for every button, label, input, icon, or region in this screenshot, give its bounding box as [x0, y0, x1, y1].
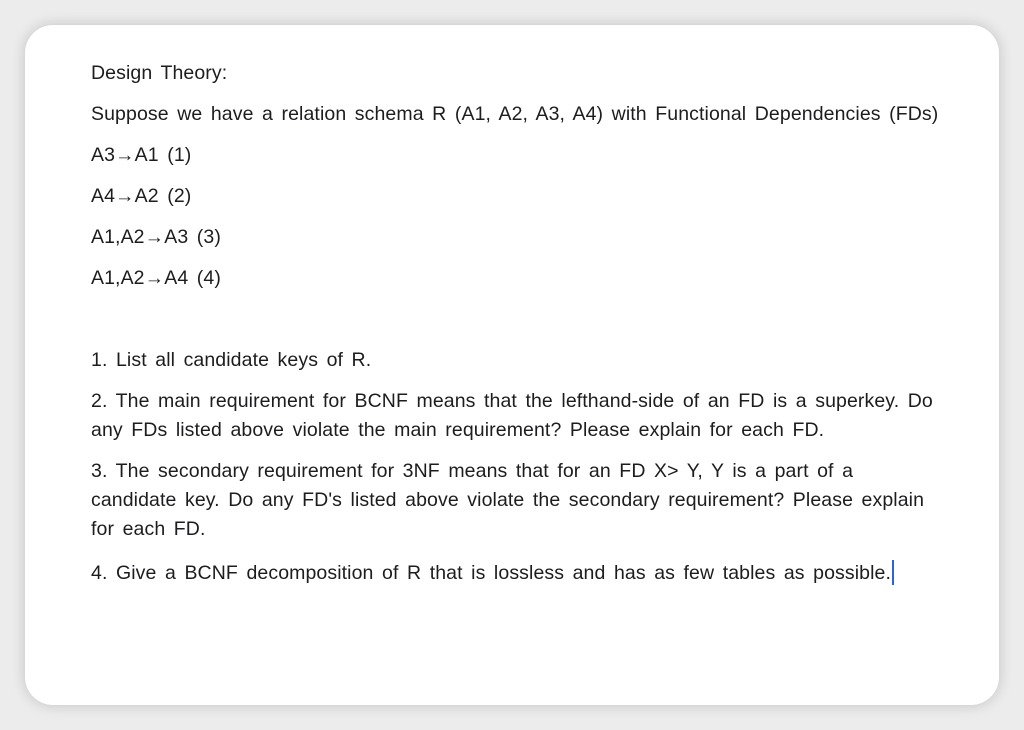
fd-1: A3→A1 (1): [91, 144, 192, 166]
blank-line: [91, 305, 939, 346]
text-cursor: [892, 560, 894, 585]
fd-4: A1,A2→A4 (4): [91, 267, 221, 289]
fd-2: A4→A2 (2): [91, 185, 192, 207]
question-4-paragraph: [91, 556, 939, 591]
document-card: [25, 25, 999, 705]
heading: Design Theory:: [91, 62, 228, 84]
question-4: 4. Give a BCNF decomposition of R that is lossless and has as few tables as possible.: [91, 562, 892, 584]
intro-paragraph: Suppose we have a relation schema R (A1, A2, A3, A4) with Functional Dependencies (FDs): [91, 103, 939, 125]
document-text-area[interactable]: [91, 59, 939, 603]
question-2: 2. The main requirement for BCNF means that the lefthand-side of an FD is a superkey. Do any FDs listed above violate the main requirement? Please explain for each FD.: [91, 390, 933, 441]
question-3: 3. The secondary requirement for 3NF means that for an FD X> Y, Y is a part of a candidate key. Do any FD's listed above violate the secondary requirement? Please explain for each FD.: [91, 460, 925, 540]
fd-3: A1,A2→A3 (3): [91, 226, 221, 248]
question-1: 1. List all candidate keys of R.: [91, 349, 372, 371]
